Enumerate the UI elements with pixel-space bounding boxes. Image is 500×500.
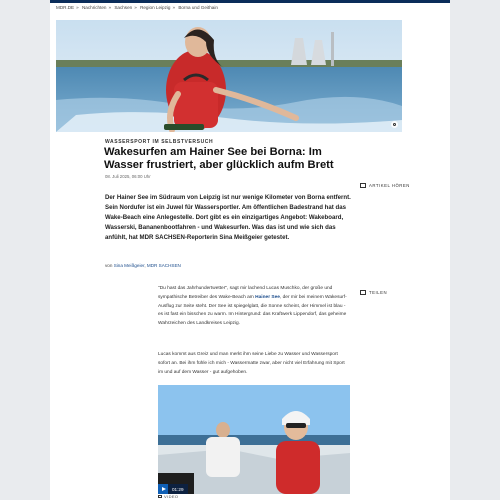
- video-player[interactable]: [158, 385, 350, 494]
- hainer-see-link[interactable]: Hainer See: [255, 294, 280, 300]
- share-icon: [360, 290, 366, 295]
- video-caption: [158, 494, 178, 499]
- breadcrumb-item-mdr[interactable]: MDR.DE: [56, 5, 75, 10]
- article-lead: Der Hainer See im Südraum von Leipzig ist nur wenige Kilometer von Borna entfernt. Sein Nordufer ist ein Juwel für Wassersportler. Am öffentlichen Badestrand hat das Wake-Beach eine Anlegestelle. Dort gibt es ein einzigartiges Angebot: Wakeboard, Wasserski, Bananenbootfahren - und Wakesurfen. Was das ist und wie sich das anfühlt, hat MDR SACHSEN-Reporterin Sina Meißgeier getestet.: [105, 194, 351, 241]
- play-icon[interactable]: [158, 484, 168, 494]
- breadcrumb-separator: »: [172, 5, 176, 10]
- listen-article-label: ARTIKEL HÖREN: [369, 183, 410, 188]
- breadcrumb-item-sachsen[interactable]: Sachsen: [114, 5, 133, 10]
- article-kicker: WASSERSPORT IM SELBSTVERSUCH: [105, 139, 214, 145]
- author-link[interactable]: Sina Meißgeier: [113, 263, 145, 268]
- body-paragraph-2: Lucas kommt aus Greiz und man merkt ihm seine Liebe zu Wasser und Wassersport sofort an. Bei ihm fühle ich mich - Wassermatte zwar, aber nicht viel Erfahrung mit Sport im und auf dem Wasser - gut aufgehoben.: [158, 352, 345, 375]
- listen-article-button[interactable]: [360, 183, 410, 188]
- video-badge[interactable]: [158, 484, 188, 494]
- share-button[interactable]: [360, 290, 387, 295]
- article-date: 08. Juli 2025, 06:00 Uhr: [105, 174, 151, 179]
- hero-photo: [56, 20, 402, 132]
- byline-prefix: von: [105, 263, 113, 268]
- camera-icon[interactable]: [391, 121, 398, 128]
- article-headline: Wakesurfen am Hainer See bei Borna: Im Wasser frustriert, aber glücklich aufm Brett: [104, 146, 334, 171]
- p1-text-a: "Du hast das Jahrhundertwetter", sagt mir lachend Lucas Muschko, der große und sympathische Betreiber des Wake-Beach am: [158, 286, 333, 300]
- p1-text-b: , der mir bei meinem Wakesurf-Ausflug zur Seite steht. Der See ist spiegelglatt, die Sonne scheint, der Himmel ist blau - es ist fast ein bisschen zu warm. Im Hintergrund: das Kraftwerk Lippendorf, das geheime Wahrzeichen des Landkreises Leipzig.: [158, 294, 347, 327]
- breadcrumb-item-borna-geithain[interactable]: Borna und Geithain: [178, 5, 218, 10]
- byline: [105, 263, 181, 268]
- video-camera-icon: [158, 495, 162, 498]
- share-label: TEILEN: [369, 290, 388, 295]
- video-duration: 01:29: [172, 486, 184, 492]
- outlet-link[interactable]: MDR SACHSEN: [146, 263, 181, 268]
- video-label: VIDEO: [164, 494, 179, 499]
- body-paragraph-1: [158, 285, 350, 329]
- breadcrumb-item-region-leipzig[interactable]: Region Leipzig: [140, 5, 171, 10]
- breadcrumb: [56, 5, 220, 10]
- breadcrumb-separator: »: [108, 5, 112, 10]
- breadcrumb-separator: »: [76, 5, 79, 10]
- hero-image: [56, 20, 402, 132]
- breadcrumb-separator: »: [134, 5, 137, 10]
- byline-separator: ,: [144, 263, 146, 268]
- breadcrumb-item-nachrichten[interactable]: Nachrichten: [81, 5, 107, 10]
- video-thumbnail: [158, 385, 350, 494]
- headphones-icon: [360, 183, 366, 188]
